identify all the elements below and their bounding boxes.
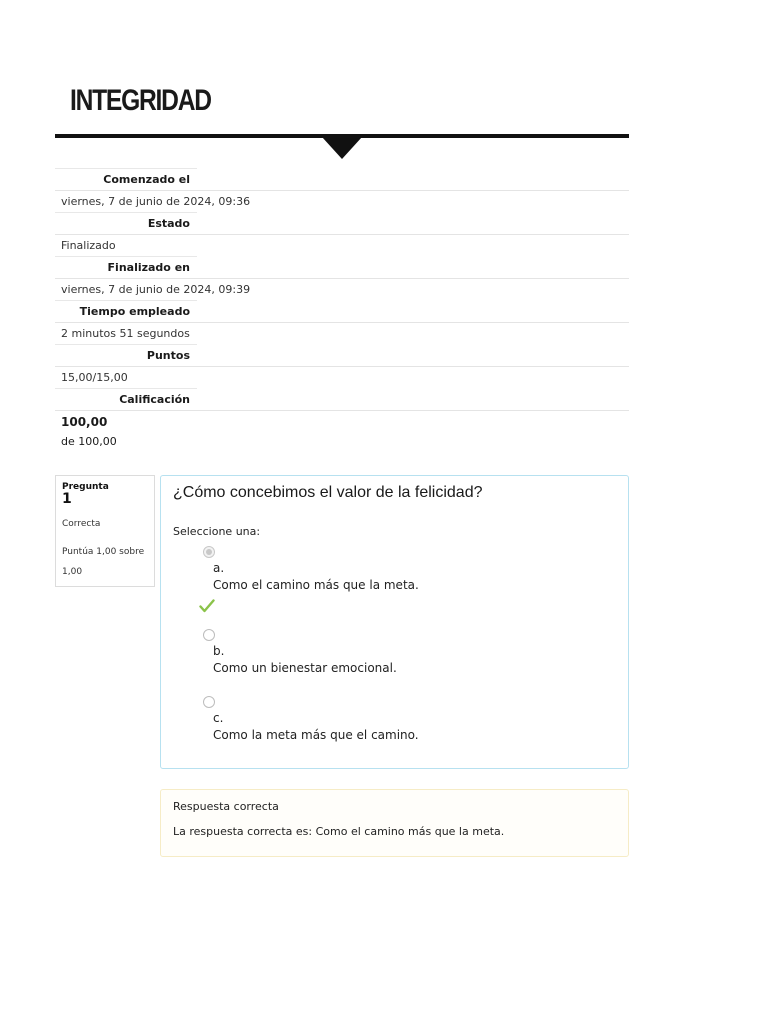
answer-prompt: Seleccione una: bbox=[173, 525, 261, 538]
option-text: Como un bienestar emocional. bbox=[213, 661, 397, 675]
question-label: Pregunta bbox=[62, 482, 109, 492]
question-content-box bbox=[160, 475, 629, 769]
correct-answer-text: La respuesta correcta es: Como el camino más que la meta. bbox=[173, 825, 505, 838]
option-letter: a. bbox=[213, 561, 225, 575]
question-number: 1 bbox=[62, 491, 72, 507]
completed-on-value: viernes, 7 de junio de 2024, 09:39 bbox=[55, 278, 629, 300]
time-taken-value: 2 minutos 51 segundos bbox=[55, 322, 629, 344]
question-info-box bbox=[55, 475, 155, 587]
attempt-summary-table bbox=[55, 168, 629, 451]
option-text: Como la meta más que el camino. bbox=[213, 728, 419, 742]
started-on-value: viernes, 7 de junio de 2024, 09:36 bbox=[55, 190, 629, 212]
question-text: ¿Cómo concebimos el valor de la felicidad? bbox=[173, 484, 483, 501]
radio-button-b[interactable] bbox=[203, 629, 215, 641]
answer-option-c[interactable] bbox=[203, 696, 603, 746]
option-letter: b. bbox=[213, 644, 225, 658]
option-letter: c. bbox=[213, 711, 224, 725]
state-label: Estado bbox=[55, 212, 197, 234]
radio-button-a[interactable] bbox=[203, 546, 215, 558]
grade-value-block bbox=[55, 410, 629, 451]
completed-on-label: Finalizado en bbox=[55, 256, 197, 278]
grade-out-of: de 100,00 bbox=[61, 435, 117, 448]
grade-label: Calificación bbox=[55, 388, 197, 410]
marks-label: Puntos bbox=[55, 344, 197, 366]
state-value: Finalizado bbox=[55, 234, 629, 256]
radio-button-c[interactable] bbox=[203, 696, 215, 708]
page-title: INTEGRIDAD bbox=[70, 84, 211, 117]
started-on-label: Comenzado el bbox=[55, 168, 197, 190]
checkmark-icon bbox=[199, 598, 215, 614]
time-taken-label: Tiempo empleado bbox=[55, 300, 197, 322]
answer-option-a[interactable] bbox=[203, 546, 603, 632]
feedback-status: Respuesta correcta bbox=[173, 800, 279, 813]
option-text: Como el camino más que la meta. bbox=[213, 578, 419, 592]
question-state: Correcta bbox=[62, 519, 101, 529]
marks-value: 15,00/15,00 bbox=[55, 366, 629, 388]
triangle-down-icon bbox=[322, 137, 362, 159]
question-grade: Puntúa 1,00 sobre 1,00 bbox=[62, 547, 145, 577]
answer-option-b[interactable] bbox=[203, 629, 603, 679]
grade-value: 100,00 bbox=[61, 415, 108, 429]
feedback-box bbox=[160, 789, 629, 857]
